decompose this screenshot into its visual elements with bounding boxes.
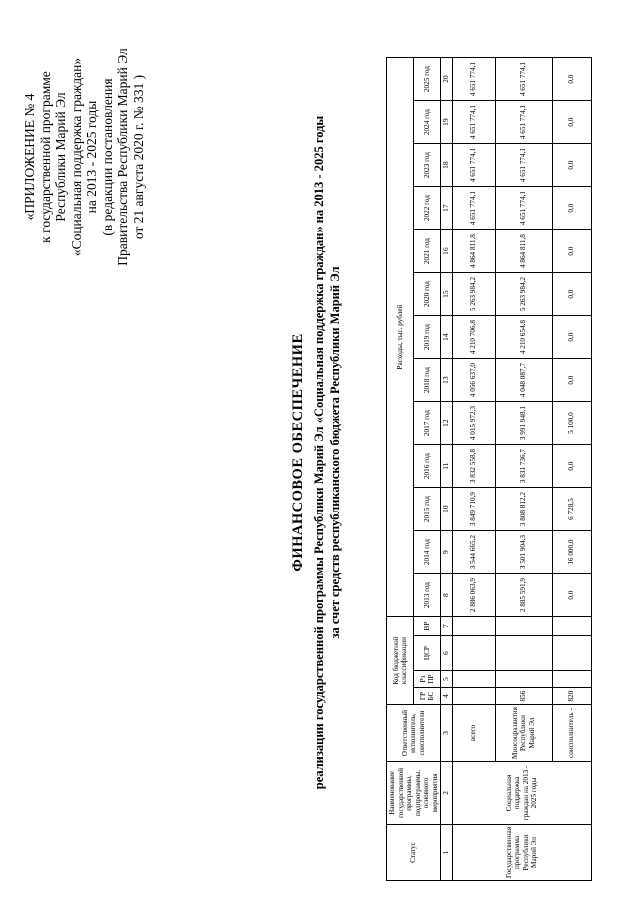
value-cell: 3 849 710,9 bbox=[452, 488, 495, 531]
document-title: ФИНАНСОВОЕ ОБЕСПЕЧЕНИЕ bbox=[290, 333, 306, 572]
col-number: 12 bbox=[441, 402, 453, 445]
grbs-cell: 820 bbox=[552, 688, 591, 705]
value-cell: 5 263 984,2 bbox=[452, 273, 495, 316]
header-grbs: ГР БС bbox=[414, 688, 441, 705]
col-number: 13 bbox=[441, 359, 453, 402]
value-cell: 16 000,0 bbox=[552, 531, 591, 574]
title-block bbox=[290, 10, 343, 895]
col-number: 20 bbox=[441, 58, 453, 101]
table-row bbox=[452, 58, 495, 881]
header-year: 2022 год bbox=[414, 187, 441, 230]
finance-table bbox=[386, 57, 592, 881]
value-cell: 4 651 774,1 bbox=[452, 187, 495, 230]
value-cell: 0,0 bbox=[552, 187, 591, 230]
appendix-line: (в редакции постановления bbox=[99, 78, 115, 236]
appendix-line: «Социальная поддержка граждан» bbox=[68, 57, 84, 257]
program-status: Государственная программа Республики Марий Эл bbox=[452, 824, 591, 880]
value-cell: 4 864 811,8 bbox=[452, 230, 495, 273]
value-cell: 4 651 774,1 bbox=[495, 144, 552, 187]
table-row bbox=[552, 58, 591, 881]
value-cell: 3 991 948,1 bbox=[495, 402, 552, 445]
value-cell: 0,0 bbox=[552, 101, 591, 144]
header-year: 2013 год bbox=[414, 574, 441, 617]
appendix-line: от 21 августа 2020 г. № 331 ) bbox=[130, 74, 146, 240]
value-cell: 4 651 774,1 bbox=[495, 58, 552, 101]
header-year: 2025 год bbox=[414, 58, 441, 101]
value-cell: 4 651 774,1 bbox=[452, 144, 495, 187]
header-year: 2024 год bbox=[414, 101, 441, 144]
table-row bbox=[495, 58, 552, 881]
header-expenses: Расходы, тыс. рублей bbox=[387, 58, 414, 617]
value-cell: 3 832 558,8 bbox=[452, 445, 495, 488]
value-cell: 3 831 736,7 bbox=[495, 445, 552, 488]
csr-cell bbox=[552, 636, 591, 671]
col-number: 19 bbox=[441, 101, 453, 144]
value-cell: 5 100,0 bbox=[552, 402, 591, 445]
appendix-line: к государственной программе bbox=[37, 71, 53, 243]
header-year: 2021 год bbox=[414, 230, 441, 273]
value-cell: 4 651 774,1 bbox=[452, 101, 495, 144]
value-cell: 0,0 bbox=[552, 144, 591, 187]
value-cell: 4 651 774,1 bbox=[452, 58, 495, 101]
col-number: 3 bbox=[441, 705, 453, 762]
col-number: 11 bbox=[441, 445, 453, 488]
header-csr: ЦСР bbox=[414, 636, 441, 671]
header-year: 2016 год bbox=[414, 445, 441, 488]
col-number: 10 bbox=[441, 488, 453, 531]
value-cell: 4 056 637,0 bbox=[452, 359, 495, 402]
program-name: Социальная поддержка граждан на 2013 - 2025 годы bbox=[452, 761, 591, 824]
appendix-line: «ПРИЛОЖЕНИЕ № 4 bbox=[22, 93, 37, 221]
col-number: 14 bbox=[441, 316, 453, 359]
col-number: 2 bbox=[441, 761, 453, 824]
col-number: 7 bbox=[441, 617, 453, 636]
value-cell: 0,0 bbox=[552, 273, 591, 316]
header-year: 2018 год bbox=[414, 359, 441, 402]
header-year: 2015 год bbox=[414, 488, 441, 531]
col-number: 5 bbox=[441, 671, 453, 688]
value-cell: 0,0 bbox=[552, 58, 591, 101]
col-number: 6 bbox=[441, 636, 453, 671]
value-cell: 3 501 904,3 bbox=[495, 531, 552, 574]
col-number: 15 bbox=[441, 273, 453, 316]
header-year: 2023 год bbox=[414, 144, 441, 187]
value-cell: 0,0 bbox=[552, 316, 591, 359]
grbs-cell bbox=[452, 688, 495, 705]
value-cell: 2 885 591,9 bbox=[495, 574, 552, 617]
value-cell: 4 210 654,8 bbox=[495, 316, 552, 359]
rzpr-cell bbox=[495, 671, 552, 688]
header-name: Наименование государственной программы, подпрограммы, основного мероприятия bbox=[387, 761, 441, 824]
appendix-line: Правительства Республики Марий Эл bbox=[115, 48, 130, 266]
col-number: 18 bbox=[441, 144, 453, 187]
vr-cell bbox=[552, 617, 591, 636]
value-cell: 5 263 984,2 bbox=[495, 273, 552, 316]
col-number: 17 bbox=[441, 187, 453, 230]
header-year: 2019 год bbox=[414, 316, 441, 359]
col-number: 8 bbox=[441, 574, 453, 617]
header-executor: Ответственный исполнитель, соисполнители bbox=[387, 705, 441, 762]
value-cell: 3 808 812,2 bbox=[495, 488, 552, 531]
header-rzpr: Рз ПР bbox=[414, 671, 441, 688]
value-cell: 2 886 063,9 bbox=[452, 574, 495, 617]
value-cell: 4 048 087,7 bbox=[495, 359, 552, 402]
value-cell: 6 728,5 bbox=[552, 488, 591, 531]
appendix-line: Республики Марий Эл bbox=[53, 92, 68, 222]
grbs-cell: 856 bbox=[495, 688, 552, 705]
appendix-line: на 2013 - 2025 годы bbox=[84, 100, 99, 214]
header-row-1 bbox=[387, 58, 414, 881]
column-number-row bbox=[441, 58, 453, 881]
header-year: 2017 год bbox=[414, 402, 441, 445]
value-cell: 0,0 bbox=[552, 230, 591, 273]
value-cell: 4 651 774,1 bbox=[495, 187, 552, 230]
rzpr-cell bbox=[452, 671, 495, 688]
value-cell: 4 651 774,1 bbox=[495, 101, 552, 144]
value-cell: 4 015 972,3 bbox=[452, 402, 495, 445]
appendix-block bbox=[22, 22, 146, 292]
value-cell: 4 864 811,8 bbox=[495, 230, 552, 273]
value-cell: 0,0 bbox=[552, 445, 591, 488]
document-subtitle-2: за счет средств республиканского бюджета Республики Марий Эл bbox=[328, 266, 342, 639]
executor-cell: Минсоцразвития Республики Марий Эл bbox=[495, 705, 552, 762]
header-year: 2020 год bbox=[414, 273, 441, 316]
header-budget-code: Код бюджетной классификации bbox=[387, 617, 414, 705]
value-cell: 3 544 665,2 bbox=[452, 531, 495, 574]
document-subtitle-1: реализации государственной программы Республики Марий Эл «Социальная поддержка граждан» на 2013 - 2025 годы bbox=[312, 115, 326, 790]
col-number: 16 bbox=[441, 230, 453, 273]
col-number: 4 bbox=[441, 688, 453, 705]
vr-cell bbox=[452, 617, 495, 636]
value-cell: 0,0 bbox=[552, 359, 591, 402]
csr-cell bbox=[452, 636, 495, 671]
header-status: Статус bbox=[387, 824, 441, 880]
value-cell: 0,0 bbox=[552, 574, 591, 617]
value-cell: 4 210 706,8 bbox=[452, 316, 495, 359]
col-number: 1 bbox=[441, 824, 453, 880]
csr-cell bbox=[495, 636, 552, 671]
rzpr-cell bbox=[552, 671, 591, 688]
header-vr: ВР bbox=[414, 617, 441, 636]
executor-cell: соисполнитель - bbox=[552, 705, 591, 762]
executor-cell: всего bbox=[452, 705, 495, 762]
header-year: 2014 год bbox=[414, 531, 441, 574]
col-number: 9 bbox=[441, 531, 453, 574]
vr-cell bbox=[495, 617, 552, 636]
